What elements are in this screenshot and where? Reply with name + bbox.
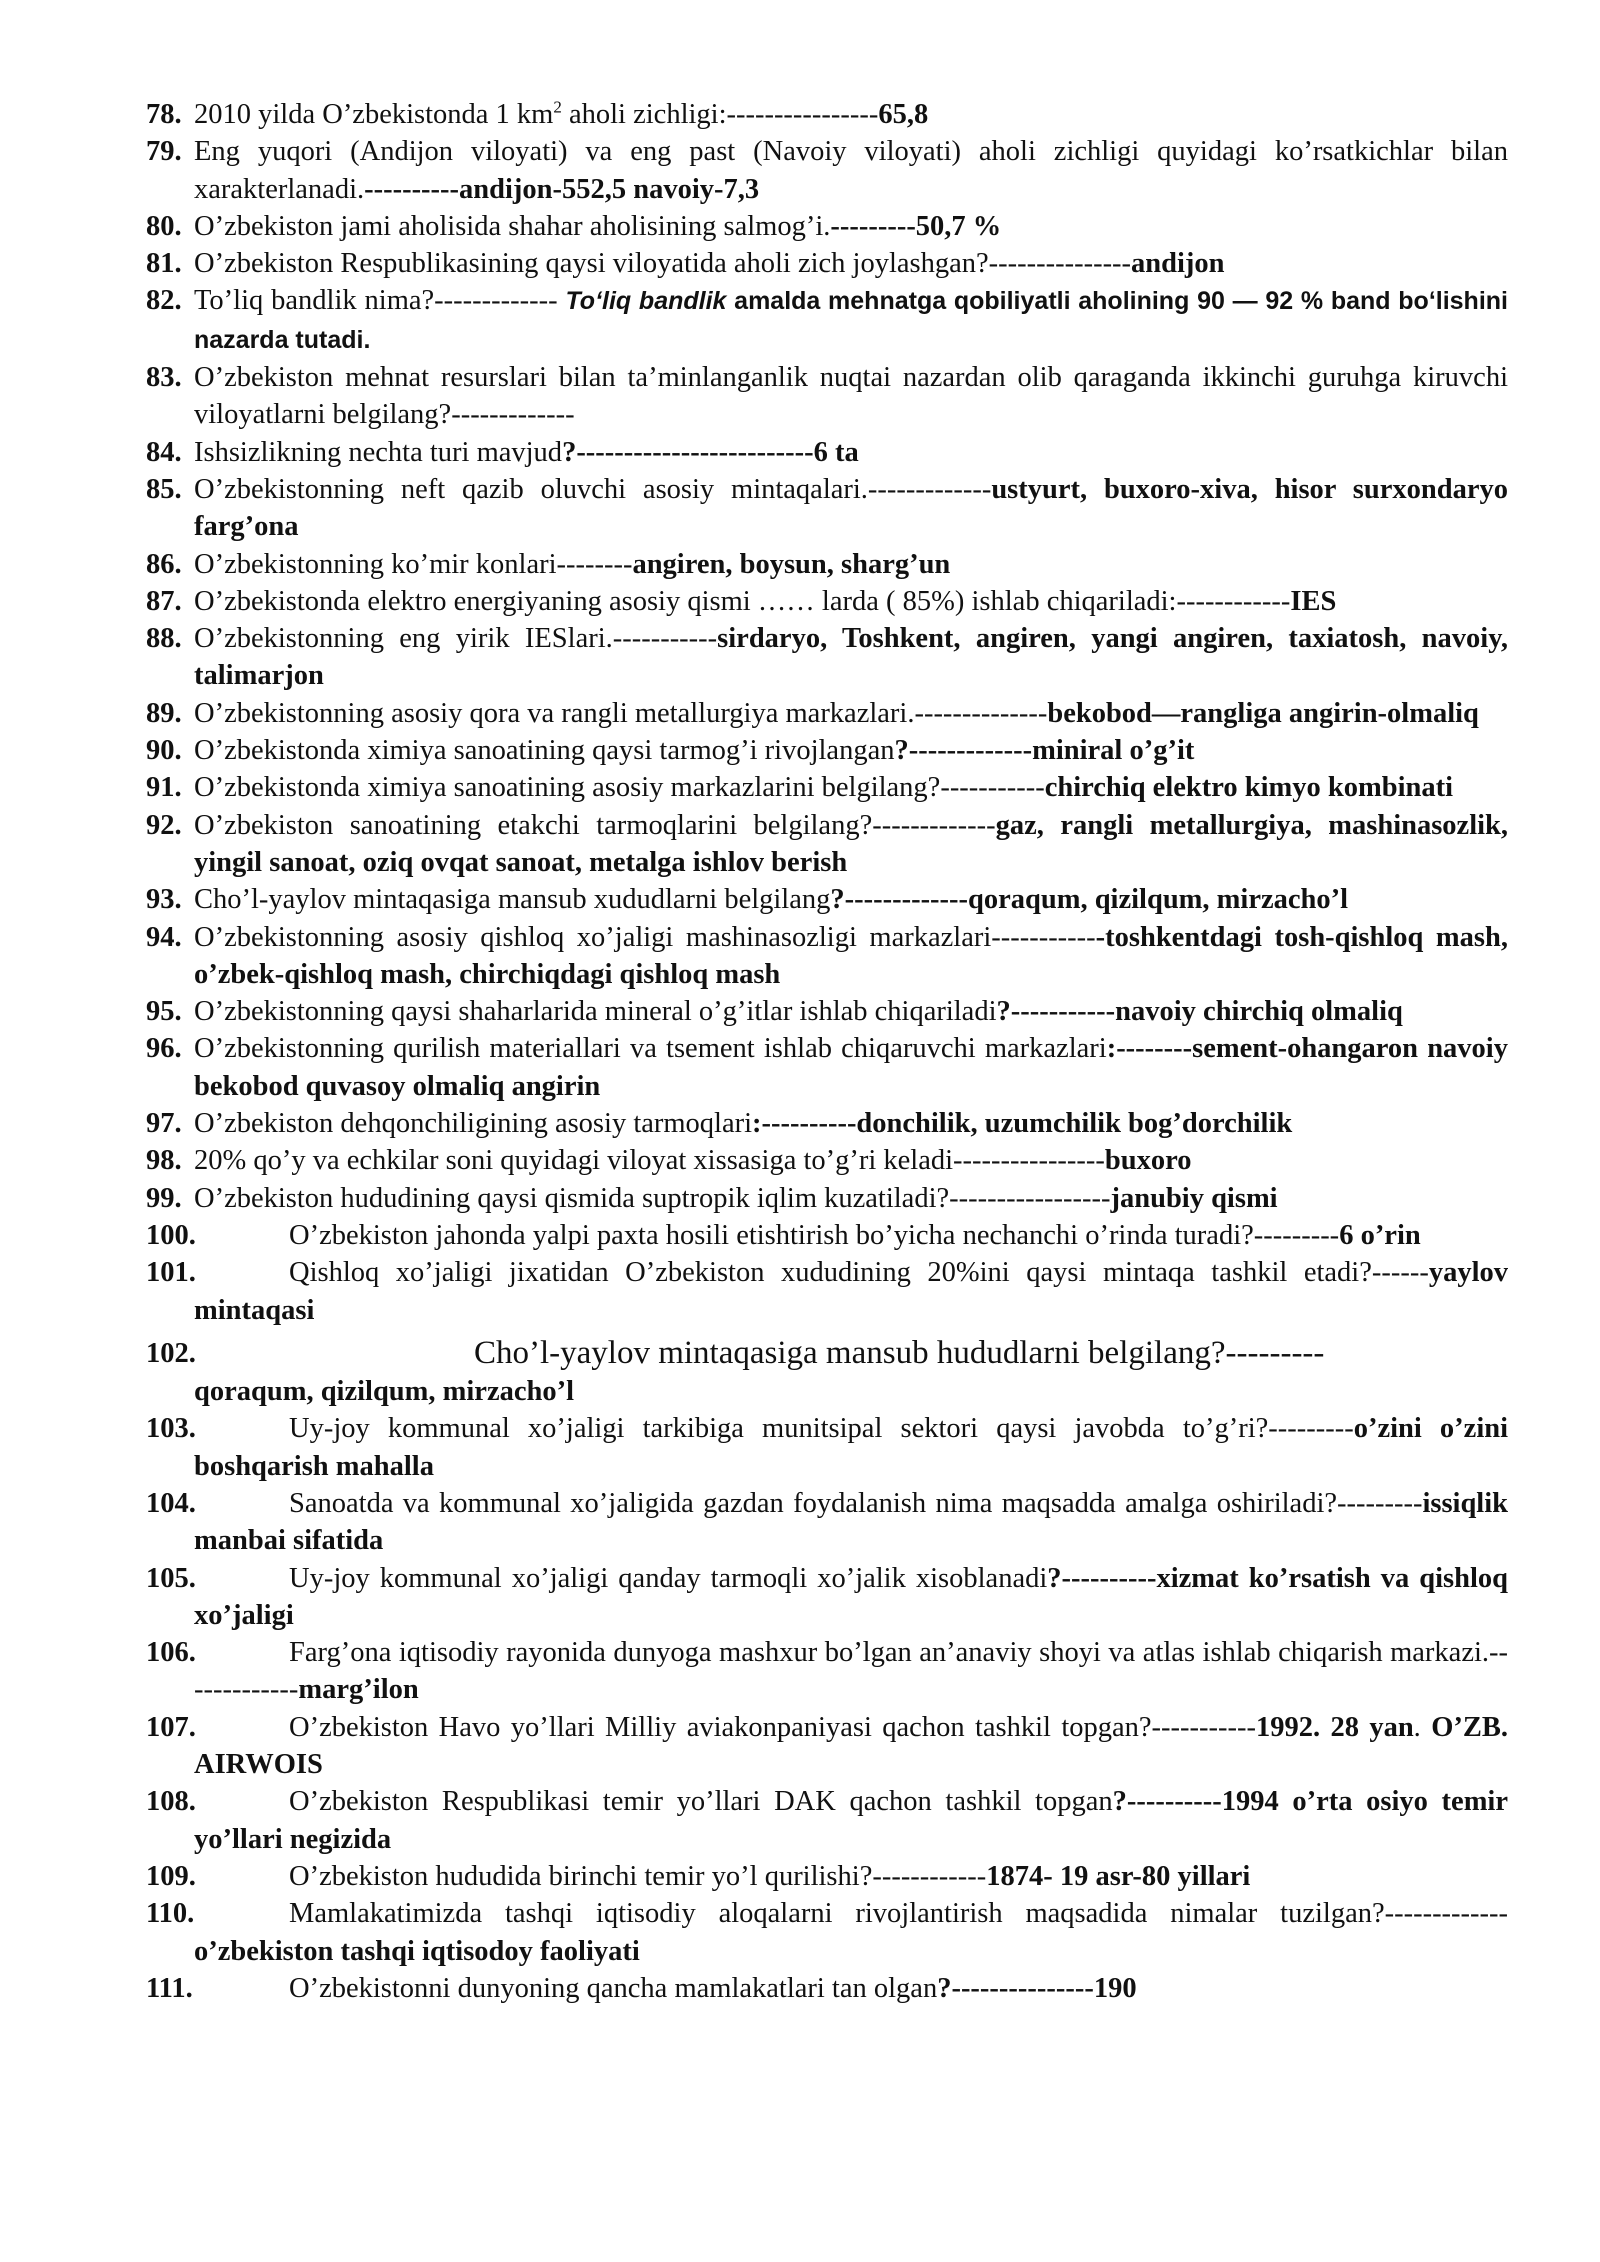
superscript: 2 <box>553 97 562 117</box>
question-text: O’zbekistonda ximiya sanoatining asosiy markazlarini belgilang?----------- <box>194 772 1045 804</box>
question-number: 108. <box>146 1786 196 1818</box>
question-item <box>146 1895 1508 1970</box>
question-text: O’zbekistonning neft qazib oluvchi asosiy mintaqalari.------------- <box>194 473 992 505</box>
question-item <box>146 1335 1508 1411</box>
question-body <box>194 769 1508 806</box>
question-number: 91. <box>146 772 182 804</box>
answer-text: gaz, rangli metallurgiya, mashinasozlik, yingil sanoat, oziq ovqat sanoat, metalga ishlov berish <box>194 809 1509 878</box>
question-item <box>146 881 1508 918</box>
question-item <box>146 1485 1508 1560</box>
question-text: Sanoatda va kommunal xo’jaligida gazdan foydalanish nima maqsadda amalga oshiriladi?--------- <box>289 1487 1423 1519</box>
question-number: 90. <box>146 735 182 767</box>
question-item <box>146 1709 1508 1784</box>
question-item <box>146 1970 1508 2007</box>
question-number: 111. <box>146 1972 193 2004</box>
question-text: Uy-joy kommunal xo’jaligi qanday tarmoqli xo’jalik xisoblanadi <box>289 1562 1048 1594</box>
question-item <box>146 1254 1508 1329</box>
question-number: 83. <box>146 362 182 394</box>
question-body <box>194 695 1508 732</box>
question-item <box>146 1858 1508 1895</box>
question-body <box>194 732 1508 769</box>
answer-text: ?-------------------------6 ta <box>562 436 859 468</box>
question-text: Cho’l-yaylov mintaqasiga mansub hududlarni belgilang?--------- <box>474 1334 1325 1371</box>
question-number: 100. <box>146 1219 196 1251</box>
question-text: To’liq bandlik nima?------------- <box>194 285 566 317</box>
answer-text: ustyurt, buxoro-xiva, hisor surxondaryo farg’ona <box>194 473 1508 543</box>
answer-text: 6 o’rin <box>1339 1219 1421 1251</box>
question-body <box>146 1410 1508 1485</box>
question-number: 81. <box>146 248 182 280</box>
question-item <box>146 732 1508 769</box>
question-text: O’zbekiston jahonda yalpi paxta hosili etishtirish bo’yicha nechanchi o’rinda turadi?--------- <box>289 1219 1340 1251</box>
question-text: O’zbekistonda elektro energiyaning asosiy qismi …… larda ( 85%) ishlab chiqariladi:------------ <box>194 585 1291 617</box>
question-body <box>146 1560 1508 1635</box>
question-text: O’zbekistonning qurilish materiallari va tsement ishlab chiqaruvchi markazlari <box>194 1033 1107 1065</box>
question-body <box>146 1783 1508 1858</box>
answer-text: -toshkentdagi tosh-qishloq mash, o’zbek-qishloq mash, chirchiqdagi qishloq mash <box>194 921 1508 990</box>
question-number: 85. <box>146 473 182 505</box>
question-number: 99. <box>146 1182 182 1214</box>
question-text: Mamlakatimizda tashqi iqtisodiy aloqalarni rivojlantirish maqsadida nimalar tuzilgan?------------- <box>289 1898 1508 1930</box>
question-item <box>146 471 1508 546</box>
question-number: 78. <box>146 99 182 130</box>
question-text: O’zbekistonning asosiy qishloq xo’jaligi mashinasozligi markazlari----------- <box>194 921 1096 953</box>
question-number: 80. <box>146 210 182 242</box>
question-text: Eng yuqori (Andijon viloyati) va eng past (Navoiy viloyati) aholi zichligi quyidagi ko’rsatkichlar bilan xarakterlanadi. <box>194 136 1508 205</box>
question-text: Cho’l-yaylov mintaqasiga mansub xududlarni belgilang <box>194 884 831 916</box>
question-text: O’zbekistonda ximiya sanoatining qaysi tarmog’i rivojlangan <box>194 735 895 767</box>
question-number: 89. <box>146 697 182 729</box>
question-text: O’zbekiston Respublikasi temir yo’llari DAK qachon tashkil topgan <box>289 1786 1113 1818</box>
answer-text: issiqlik manbai sifatida <box>194 1487 1508 1557</box>
question-item <box>146 1410 1508 1485</box>
answer-text: ---------50,7 % <box>830 210 1002 242</box>
question-text: 2010 yilda O’zbekistonda 1 km <box>194 99 554 130</box>
question-text: O’zbekistonning ko’mir konlari-------- <box>194 548 633 580</box>
question-body <box>194 1105 1508 1142</box>
question-number: 92. <box>146 809 182 841</box>
answer-text: IES <box>1290 585 1337 617</box>
question-item <box>146 1217 1508 1254</box>
answer-text: yaylov mintaqasi <box>194 1257 1508 1326</box>
answer-text: :----------donchilik, uzumchilik bog’dorchilik <box>752 1108 1293 1140</box>
question-text: O’zbekistonni dunyoning qancha mamlakatlari tan olgan <box>289 1972 938 2004</box>
question-body <box>194 359 1508 434</box>
answer-text: ?----------1994 o’rta osiyo temir yo’llari negizida <box>194 1786 1508 1855</box>
question-body <box>194 919 1508 994</box>
answer-text: bekobod—rangliga angirin-olmaliq <box>1047 697 1479 729</box>
question-number: 88. <box>146 623 182 655</box>
question-text: 20% qo’y va echkilar soni quyidagi viloyat xissasiga to’g’ri keladi---------------- <box>194 1145 1105 1177</box>
answer-text: buxoro <box>1104 1145 1192 1177</box>
question-number: 87. <box>146 585 182 617</box>
question-item <box>146 1180 1508 1217</box>
question-text-cont: aholi zichligi:---------------- <box>561 99 879 130</box>
question-number: 82. <box>146 285 182 317</box>
question-number: 86. <box>146 548 182 580</box>
question-number: 105. <box>146 1562 196 1594</box>
question-number: 110. <box>146 1898 195 1930</box>
question-number: 79. <box>146 136 182 168</box>
question-body <box>146 1335 1508 1411</box>
question-text: O’zbekistonning asosiy qora va rangli metallurgiya markazlari.-------------- <box>194 697 1048 729</box>
question-text: O’zbekiston mehnat resurslari bilan ta’minlanganlik nuqtai nazardan olib qaraganda ikkinchi guruhga kiruvchi viloyatlarni belgilang?------------- <box>194 362 1508 431</box>
question-item <box>146 807 1508 882</box>
question-number: 103. <box>146 1413 196 1445</box>
question-item <box>146 546 1508 583</box>
question-body <box>194 245 1508 282</box>
question-item <box>146 583 1508 620</box>
answer-text: andijon <box>1131 248 1225 280</box>
question-text: O’zbekiston dehqonchiligining asosiy tarmoqlari <box>194 1108 753 1140</box>
question-number: 102. <box>146 1337 196 1369</box>
question-body <box>194 133 1508 208</box>
question-body <box>194 1180 1508 1217</box>
question-item <box>146 1560 1508 1635</box>
question-item <box>146 133 1508 208</box>
question-text: O’zbekiston hududining qaysi qismida suptropik iqlim kuzatiladi?----------------- <box>194 1182 1111 1214</box>
answer-text-2: O’ZB. AIRWOIS <box>194 1711 1508 1781</box>
question-text: O’zbekiston jami aholisida shahar aholisining salmog’i. <box>194 210 831 242</box>
question-body <box>194 208 1508 245</box>
question-text: Uy-joy kommunal xo’jaligi tarkibiga munitsipal sektori qaysi javobda to’g’ri?--------- <box>289 1413 1354 1445</box>
question-number: 97. <box>146 1108 182 1140</box>
question-text: O’zbekiston Respublikasining qaysi viloyatida aholi zich joylashgan?--------------- <box>194 248 1132 280</box>
question-item <box>146 1105 1508 1142</box>
answer-text: 1992. 28 yan <box>1255 1711 1414 1743</box>
question-number: 109. <box>146 1860 196 1892</box>
question-text: Farg’ona iqtisodiy rayonida dunyoga mashxur bo’lgan an’anaviy shoyi va atlas ishlab chiqarish markazi.------------- <box>194 1637 1508 1706</box>
question-body <box>194 1030 1508 1105</box>
answer-text: janubiy qismi <box>1110 1182 1278 1214</box>
question-number: 96. <box>146 1033 182 1065</box>
answer-text: o’zbekiston tashqi iqtisodoy faoliyati <box>194 1935 640 1967</box>
question-number: 106. <box>146 1637 196 1669</box>
question-body <box>146 1634 1508 1709</box>
question-body <box>146 1254 1508 1329</box>
answer-text: angiren, boysun, sharg’un <box>632 548 951 580</box>
question-body <box>194 546 1508 583</box>
question-number: 84. <box>146 436 182 468</box>
question-item <box>146 993 1508 1030</box>
question-item <box>146 96 1508 133</box>
answer-text: qoraqum, qizilqum, mirzacho’l <box>194 1376 575 1408</box>
answer-text: 65,8 <box>878 99 929 130</box>
question-number: 95. <box>146 996 182 1028</box>
answer-text: ?---------------190 <box>937 1972 1137 2004</box>
answer-text: ?-----------navoiy chirchiq olmaliq <box>996 996 1403 1028</box>
question-body <box>194 583 1508 620</box>
question-item <box>146 919 1508 994</box>
answer-rest: amalda mehnatga qobiliyatli aholining 90 — 92 % band bo‘lishini nazarda tutadi. <box>194 287 1508 354</box>
question-body <box>146 1485 1508 1560</box>
question-body <box>194 1142 1508 1179</box>
answer-text: ?-------------miniral o’g’it <box>894 735 1195 767</box>
question-body <box>146 1217 1508 1254</box>
answer-text: 1874- 19 asr-80 yillari <box>986 1860 1251 1892</box>
question-body <box>146 1895 1508 1970</box>
question-item <box>146 359 1508 434</box>
question-text: O’zbekistonning qaysi shaharlarida mineral o’g’itlar ishlab chiqariladi <box>194 996 997 1028</box>
question-item <box>146 1142 1508 1179</box>
question-body <box>146 1970 1508 2007</box>
question-body <box>146 1709 1508 1784</box>
answer-italic: To‘liq bandlik <box>565 287 727 316</box>
document-body <box>146 96 1508 2007</box>
answer-text: :--------sement-ohangaron navoiy bekobod quvasoy olmaliq angirin <box>194 1033 1508 1102</box>
answer-text: sirdaryo, Toshkent, angiren, yangi angiren, taxiatosh, navoiy, talimarjon <box>194 623 1508 692</box>
question-text: O’zbekiston sanoatining etakchi tarmoqlarini belgilang?------------- <box>194 809 996 841</box>
question-item <box>146 695 1508 732</box>
question-body <box>194 96 1508 133</box>
answer-text: ?----------xizmat ko’rsatish va qishloq xo’jaligi <box>194 1562 1508 1631</box>
question-item <box>146 1783 1508 1858</box>
answer-text: ?-------------qoraqum, qizilqum, mirzacho’l <box>830 884 1349 916</box>
question-body <box>194 620 1508 695</box>
question-body <box>194 434 1508 471</box>
question-text: Qishloq xo’jaligi jixatidan O’zbekiston xududining 20%ini qaysi mintaqa tashkil etadi?------ <box>289 1257 1429 1289</box>
question-number: 98. <box>146 1145 182 1177</box>
question-item <box>146 434 1508 471</box>
question-body <box>194 471 1508 546</box>
answer-text: chirchiq elektro kimyo kombinati <box>1044 772 1454 804</box>
question-body <box>194 282 1508 359</box>
question-item <box>146 769 1508 806</box>
question-body <box>146 1858 1508 1895</box>
question-item <box>146 282 1508 359</box>
question-number: 93. <box>146 884 182 916</box>
question-text: Ishsizlikning nechta turi mavjud <box>194 436 563 468</box>
question-text: O’zbekistonning eng yirik IESlari.----------- <box>194 623 718 655</box>
question-body <box>194 807 1508 882</box>
question-number: 104. <box>146 1487 196 1519</box>
question-item <box>146 245 1508 282</box>
question-item <box>146 620 1508 695</box>
question-number: 94. <box>146 921 182 953</box>
question-number: 101. <box>146 1257 196 1289</box>
question-item <box>146 1030 1508 1105</box>
question-item <box>146 208 1508 245</box>
question-text: O’zbekiston hududida birinchi temir yo’l qurilishi?------------ <box>289 1860 987 1892</box>
answer-text: marg’ilon <box>298 1674 419 1706</box>
question-number: 107. <box>146 1711 196 1743</box>
question-text: O’zbekiston Havo yo’llari Milliy aviakonpaniyasi qachon tashkil topgan?----------- <box>289 1711 1256 1743</box>
answer-text: ----------andijon-552,5 navoiy-7,3 <box>364 173 760 205</box>
question-item <box>146 1634 1508 1709</box>
question-body <box>194 993 1508 1030</box>
answer-text: o’zini o’zini boshqarish mahalla <box>194 1413 1509 1482</box>
question-body <box>194 881 1508 918</box>
answer-punct: . <box>1413 1711 1432 1743</box>
